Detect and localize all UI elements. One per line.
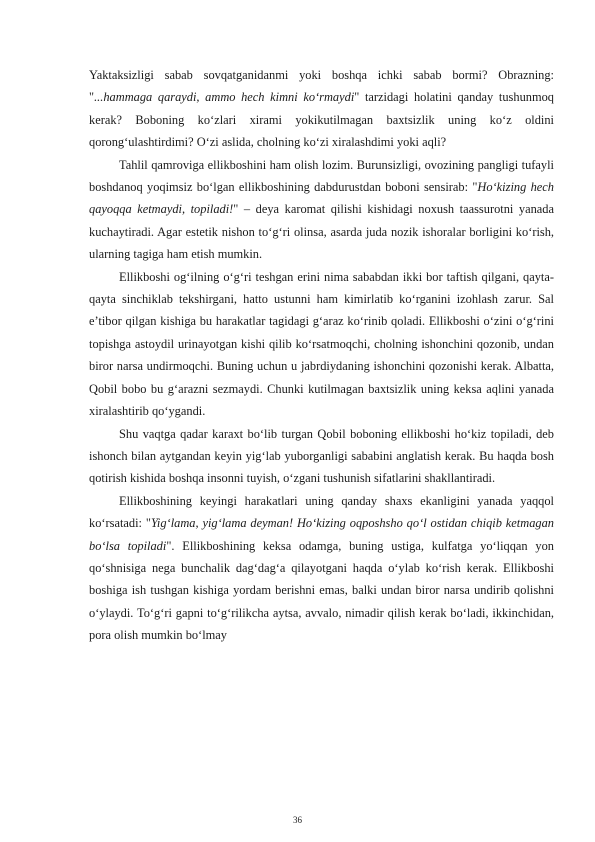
paragraph-4 — [89, 423, 554, 490]
paragraph-5-text-1: Ellikboshining keyingi harakatlari uning qanday shaxs ekanligini yanada yaqqol ko‘rsatadi: " — [89, 493, 554, 531]
paragraph-5-text-2: ". Ellikboshining keksa odamga, buning ustiga, kulfatga yo‘liqqan yon qo‘shnisiga nega bunchalik dag‘dag‘a qilayotgani haqda o‘ylab ko‘rish kerak. Ellikboshi boshiga ish tushgan kishiga yordam berishni emas, balki undan biror narsa undirib qolishni o‘ylaydi. To‘g‘ri gapni to‘g‘rilikcha aytsa, avvalo, nimadir qilish kerak bo‘ladi, ikkinchidan, pora olish mumkin bo‘lmay — [89, 538, 554, 643]
paragraph-1-text-1: Yaktaksizligi sabab sovqatganidanmi yoki boshqa ichki sabab bormi? Obrazning: " — [89, 68, 554, 105]
paragraph-3 — [89, 266, 554, 423]
paragraph-1-quote: ...hammaga qaraydi, ammo hech kimni ko‘rmaydi — [94, 90, 355, 105]
paragraph-2-quote: Ho‘kizing hech qayoqqa ketmaydi, topiladi! — [89, 180, 554, 217]
paragraph-3-text-1: Ellikboshi og‘ilning o‘g‘ri teshgan erini nima sababdan ikki bor taftish qilgani, qayta-qayta sinchiklab tekshirgani, hatto ustunni ham kimirlatib ko‘rganini izohlash zarur. Sal e’tibor qilgan kishiga bu harakatlar tagidagi g‘araz ko‘rinib qoladi. Ellikboshi o‘zini o‘g‘rini topishga astoydil urinayotgan kishi qilib ko‘rsatmoqchi, cholning ishonchini qozonib, undan biror narsa undirmoqchi. Buning uchun u jabrdiydaning ishonchini qozonishi kerak. Albatta, Qobil bobo bu g‘arazni sezmaydi. Chunki kutilmagan baxtsizlik uning keksa aqlini yanada xiralashtirib qo‘ygandi. — [89, 269, 554, 419]
paragraph-1-text-2: " tarzidagi holatini qanday tushunmoq kerak? Boboning ko‘zlari xirami yokikutilmagan baxtsizlik uning ko‘z oldini qorong‘ulashtirdimi? O‘zi aslida, cholning ko‘zi xiralashdimi yoki aqli? — [89, 90, 554, 150]
paragraph-5 — [89, 490, 554, 647]
paragraph-2-text-2: " – deya karomat qilishi kishidagi noxush taassurotni yanada kuchaytiradi. Agar estetik nishon to‘g‘ri olinsa, asarda juda nozik ishoralar borligini ko‘rish, ularning tagiga ham etish mumkin. — [89, 202, 554, 262]
page-number: 36 — [293, 815, 302, 825]
paragraph-5-quote: Yig‘lama, yig‘lama deyman! Ho‘kizing oqposhsho qo‘l ostidan chiqib ketmagan bo‘lsa topiladi — [89, 516, 554, 553]
paragraph-2-text-1: Tahlil qamroviga ellikboshini ham olish lozim. Burunsizligi, ovozining pangligi tufayli boshdanoq yoqimsiz bo‘lgan ellikboshining dabdurustdan boboni sensirab: " — [89, 157, 554, 195]
paragraph-2 — [89, 154, 554, 266]
text-body — [89, 64, 554, 647]
paragraph-1 — [89, 64, 554, 154]
paragraph-4-text-1: Shu vaqtga qadar karaxt bo‘lib turgan Qobil boboning ellikboshi ho‘kiz topiladi, deb ishonch bilan aytgandan keyin yig‘lab yuborganligi sababini anglatish kerak. Bu haqda bosh qotirish kishida boshqa insonni tuyish, o‘zgani tushunish sifatlarini shakllantiradi. — [89, 426, 554, 486]
